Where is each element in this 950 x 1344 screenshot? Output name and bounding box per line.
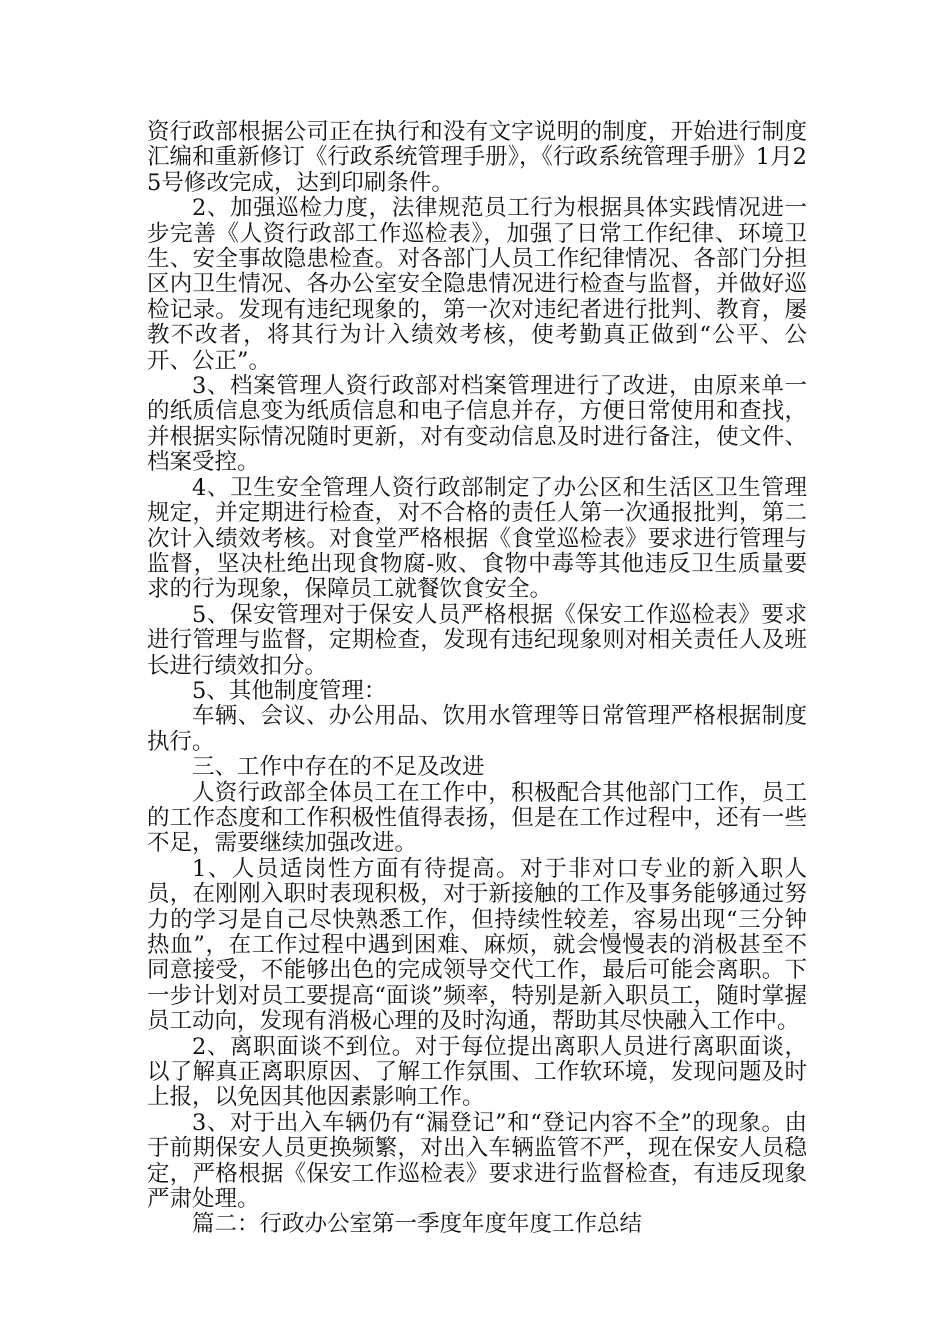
document-body [147, 120, 807, 1238]
paragraph-2: 2、加强巡检力度，法律规范员工行为根据具体实践情况进一步完善《人资行政部工作巡检表》，加强了日常工作纪律、环境卫生、安全事故隐患检查。对各部门人员工作纪律情况、各部门分担区内卫生情况、各办公室安全隐患情况进行检查与监督，并做好巡检记录。发现有违纪现象的，第一次对违纪者进行批判、教育，屡教不改者，将其行为计入绩效考核，使考勤真正做到“公平、公开、公正”。 [147, 195, 807, 374]
paragraph-7: 车辆、会议、办公用品、饮用水管理等日常管理严格根据制度执行。 [147, 703, 807, 755]
paragraph-3: 3、档案管理人资行政部对档案管理进行了改进，由原来单一的纸质信息变为纸质信息和电子信息并存，方便日常使用和查找，并根据实际情况随时更新，对有变动信息及时进行备注，使文件、档案受控。 [147, 373, 807, 476]
paragraph-4: 4、卫生安全管理人资行政部制定了办公区和生活区卫生管理规定，并定期进行检查，对不合格的责任人第一次通报批判，第二次计入绩效考核。对食堂严格根据《食堂巡检表》要求进行管理与监督，坚决杜绝出现食物腐-败、食物中毒等其他违反卫生质量要求的行为现象，保障员工就餐饮食安全。 [147, 474, 807, 603]
next-article-title: 篇二：行政办公室第一季度年度年度工作总结 [192, 1211, 643, 1238]
paragraph-12: 3、对于出入车辆仍有“漏登记”和“登记内容不全”的现象。由于前期保安人员更换频繁，对出入车辆监管不严，现在保安人员稳定，严格根据《保安工作巡检表》要求进行监督检查，有违反现象严肃处理。 [147, 1109, 807, 1213]
paragraph-9: 人资行政部全体员工在工作中，积极配合其他部门工作，员工的工作态度和工作积极性值得表扬，但是在工作过程中，还有一些不足，需要继续加强改进。 [147, 779, 807, 857]
paragraph-1: 资行政部根据公司正在执行和没有文字说明的制度，开始进行制度汇编和重新修订《行政系统管理手册》，《行政系统管理手册》1月25号修改完成，达到印刷条件。 [147, 119, 807, 196]
paragraph-6: 5、其他制度管理： [192, 677, 387, 704]
paragraph-11: 2、离职面谈不到位。对于每位提出离职人员进行离职面谈，以了解真正离职原因、了解工作氛围、工作软环境，发现问题及时上报，以免因其他因素影响工作。 [147, 1033, 807, 1111]
paragraph-5: 5、保安管理对于保安人员严格根据《保安工作巡检表》要求进行管理与监督，定期检查，发现有违纪现象则对相关责任人及班长进行绩效扣分。 [147, 601, 807, 679]
paragraph-10: 1、人员适岗性方面有待提高。对于非对口专业的新入职人员，在刚刚入职时表现积极，对于新接触的工作及事务能够通过努力的学习是自己尽快熟悉工作，但持续性较差，容易出现“三分钟热血”，在工作过程中遇到困难、麻烦，就会慢慢表的消极甚至不同意接受，不能够出色的完成领导交代工作，最后可能会离职。下一步计划对员工要提高“面谈”频率，特别是新入职员工，随时掌握员工动向，发现有消极心理的及时沟通，帮助其尽快融入工作中。 [147, 855, 807, 1035]
section-heading: 三、工作中存在的不足及改进 [192, 754, 485, 781]
